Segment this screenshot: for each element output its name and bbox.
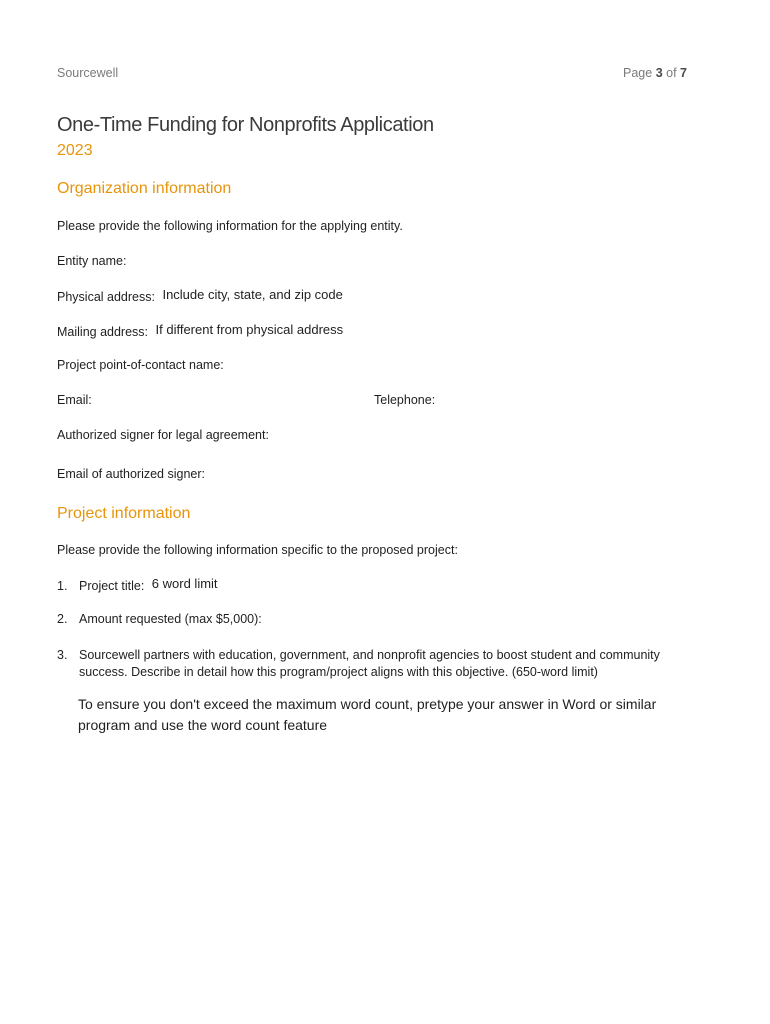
org-section-intro: Please provide the following information for the applying entity. bbox=[57, 219, 403, 233]
physical-address-label: Physical address: bbox=[57, 290, 155, 304]
physical-address-row bbox=[57, 289, 343, 304]
project-title-label: Project title: bbox=[79, 579, 145, 593]
telephone-label: Telephone: bbox=[374, 393, 436, 407]
contact-label: Project point-of-contact name: bbox=[57, 358, 224, 372]
item-number: 3. bbox=[57, 648, 68, 662]
mailing-address-row bbox=[57, 324, 343, 339]
org-section-heading: Organization information bbox=[57, 180, 232, 197]
amount-label: Amount requested (max $5,000): bbox=[79, 612, 262, 626]
physical-address-field[interactable]: Include city, state, and zip code bbox=[162, 287, 343, 302]
page-of: of bbox=[666, 66, 677, 80]
signer-label: Authorized signer for legal agreement: bbox=[57, 428, 269, 442]
page-indicator bbox=[623, 66, 687, 80]
objective-line-1: Sourcewell partners with education, government, and nonprofit agencies to boost student and community bbox=[79, 648, 660, 662]
mailing-address-label: Mailing address: bbox=[57, 325, 149, 339]
amount-row bbox=[57, 612, 262, 626]
answer-field[interactable] bbox=[78, 694, 718, 736]
page-total: 7 bbox=[680, 66, 687, 80]
project-section-heading: Project information bbox=[57, 505, 191, 522]
item-number: 2. bbox=[57, 612, 68, 626]
contact-row bbox=[57, 358, 224, 372]
project-section-intro: Please provide the following information specific to the proposed project: bbox=[57, 543, 458, 557]
entity-name-row bbox=[57, 254, 126, 268]
answer-note-line-2: program and use the word count feature bbox=[78, 717, 328, 733]
page-title: One-Time Funding for Nonprofits Application bbox=[57, 114, 434, 136]
header-org: Sourcewell bbox=[57, 66, 119, 80]
entity-name-label: Entity name: bbox=[57, 254, 127, 268]
email-label: Email: bbox=[57, 393, 92, 407]
objective-line-2: success. Describe in detail how this program/project aligns with this objective. (650-word limit) bbox=[79, 665, 598, 679]
page-prefix: Page bbox=[623, 66, 653, 80]
project-title-row bbox=[57, 578, 218, 593]
page-current: 3 bbox=[655, 66, 663, 80]
project-title-field[interactable]: 6 word limit bbox=[151, 576, 218, 591]
mailing-address-field[interactable]: If different from physical address bbox=[155, 322, 344, 337]
page-year: 2023 bbox=[57, 142, 93, 159]
answer-note-line-1: To ensure you don't exceed the maximum word count, pretype your answer in Word or similar bbox=[78, 696, 657, 712]
objective-question bbox=[57, 647, 660, 681]
item-number: 1. bbox=[57, 579, 68, 593]
signer-email-label: Email of authorized signer: bbox=[57, 467, 205, 481]
